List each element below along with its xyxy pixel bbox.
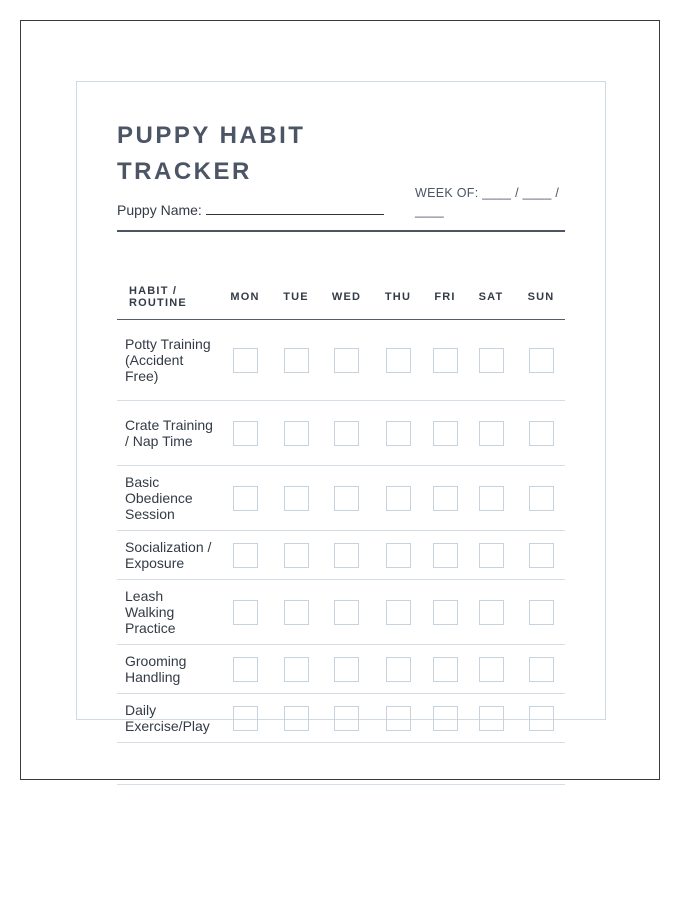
checkbox-mon[interactable] bbox=[233, 706, 258, 731]
checkbox-fri[interactable] bbox=[433, 706, 458, 731]
habit-row bbox=[117, 466, 565, 531]
checkbox-sat[interactable] bbox=[479, 348, 504, 373]
checkbox-thu[interactable] bbox=[386, 706, 411, 731]
checkbox-tue[interactable] bbox=[284, 348, 309, 373]
habit-row bbox=[117, 580, 565, 645]
checkbox-mon[interactable] bbox=[233, 348, 258, 373]
page-title: PUPPY HABIT TRACKER bbox=[117, 122, 306, 185]
checkbox-wed[interactable] bbox=[334, 348, 359, 373]
checkbox-mon[interactable] bbox=[233, 600, 258, 625]
table-header-row bbox=[117, 274, 565, 320]
checkbox-fri[interactable] bbox=[433, 421, 458, 446]
checkbox-fri[interactable] bbox=[433, 657, 458, 682]
puppy-name-label: Puppy Name: bbox=[117, 202, 202, 218]
habit-row bbox=[117, 531, 565, 580]
checkbox-sun[interactable] bbox=[529, 600, 554, 625]
checkbox-fri[interactable] bbox=[433, 543, 458, 568]
checkbox-fri[interactable] bbox=[433, 486, 458, 511]
checkbox-tue[interactable] bbox=[284, 657, 309, 682]
habit-table bbox=[117, 274, 565, 743]
footer-divider bbox=[117, 784, 565, 785]
checkbox-thu[interactable] bbox=[386, 486, 411, 511]
checkbox-mon[interactable] bbox=[233, 421, 258, 446]
checkbox-sun[interactable] bbox=[529, 543, 554, 568]
habit-label: Potty Training (Accident Free) bbox=[117, 320, 220, 401]
day-header-fri: FRI bbox=[425, 274, 465, 320]
habit-row bbox=[117, 401, 565, 466]
checkbox-sun[interactable] bbox=[529, 657, 554, 682]
habit-row bbox=[117, 694, 565, 743]
habit-label: Grooming Handling bbox=[117, 645, 220, 694]
habit-row bbox=[117, 645, 565, 694]
checkbox-sat[interactable] bbox=[479, 486, 504, 511]
habit-label: Crate Training / Nap Time bbox=[117, 401, 220, 466]
checkbox-tue[interactable] bbox=[284, 486, 309, 511]
checkbox-mon[interactable] bbox=[233, 657, 258, 682]
habit-label: Basic Obedience Session bbox=[117, 466, 220, 531]
checkbox-thu[interactable] bbox=[386, 421, 411, 446]
checkbox-tue[interactable] bbox=[284, 421, 309, 446]
puppy-name-field bbox=[117, 201, 384, 218]
habit-column-header: HABIT / ROUTINE bbox=[117, 274, 220, 320]
checkbox-sat[interactable] bbox=[479, 657, 504, 682]
checkbox-sun[interactable] bbox=[529, 348, 554, 373]
checkbox-thu[interactable] bbox=[386, 543, 411, 568]
day-header-wed: WED bbox=[322, 274, 371, 320]
checkbox-sun[interactable] bbox=[529, 706, 554, 731]
checkbox-thu[interactable] bbox=[386, 600, 411, 625]
checkbox-wed[interactable] bbox=[334, 706, 359, 731]
header-divider bbox=[117, 230, 565, 232]
habit-label: Socialization / Exposure bbox=[117, 531, 220, 580]
checkbox-tue[interactable] bbox=[284, 600, 309, 625]
checkbox-fri[interactable] bbox=[433, 348, 458, 373]
checkbox-wed[interactable] bbox=[334, 543, 359, 568]
checkbox-mon[interactable] bbox=[233, 543, 258, 568]
habit-label: Leash Walking Practice bbox=[117, 580, 220, 645]
checkbox-tue[interactable] bbox=[284, 706, 309, 731]
day-header-tue: TUE bbox=[270, 274, 322, 320]
checkbox-sun[interactable] bbox=[529, 421, 554, 446]
week-of-field: WEEK OF: ____ / ____ / ____ bbox=[415, 186, 560, 218]
checkbox-wed[interactable] bbox=[334, 657, 359, 682]
checkbox-wed[interactable] bbox=[334, 421, 359, 446]
habit-label: Daily Exercise/Play bbox=[117, 694, 220, 743]
day-header-mon: MON bbox=[220, 274, 270, 320]
checkbox-sat[interactable] bbox=[479, 600, 504, 625]
checkbox-wed[interactable] bbox=[334, 600, 359, 625]
checkbox-sat[interactable] bbox=[479, 543, 504, 568]
checkbox-mon[interactable] bbox=[233, 486, 258, 511]
checkbox-thu[interactable] bbox=[386, 657, 411, 682]
checkbox-thu[interactable] bbox=[386, 348, 411, 373]
day-header-sat: SAT bbox=[465, 274, 517, 320]
checkbox-tue[interactable] bbox=[284, 543, 309, 568]
checkbox-fri[interactable] bbox=[433, 600, 458, 625]
checkbox-sun[interactable] bbox=[529, 486, 554, 511]
day-header-thu: THU bbox=[371, 274, 425, 320]
habit-row bbox=[117, 320, 565, 401]
checkbox-sat[interactable] bbox=[479, 706, 504, 731]
checkbox-sat[interactable] bbox=[479, 421, 504, 446]
puppy-name-blank[interactable] bbox=[206, 201, 384, 215]
checkbox-wed[interactable] bbox=[334, 486, 359, 511]
day-header-sun: SUN bbox=[517, 274, 565, 320]
